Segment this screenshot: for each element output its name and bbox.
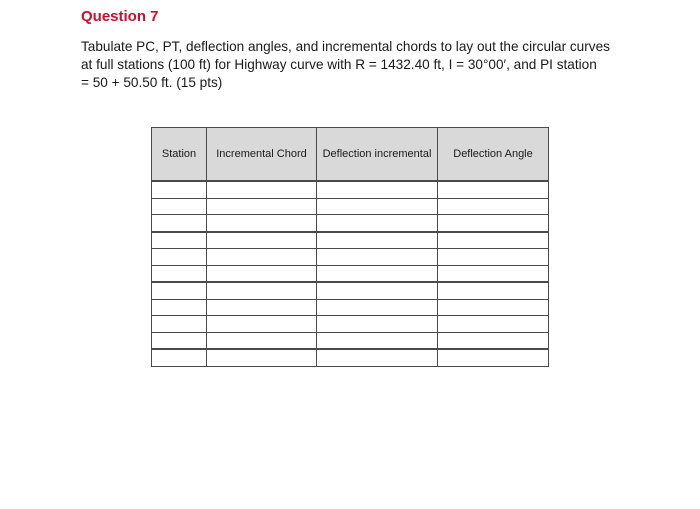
header-deflection-incremental: Deflection incremental [317, 128, 438, 182]
question-title: Question 7 [81, 8, 159, 25]
table-cell[interactable] [317, 316, 438, 333]
table-cell[interactable] [207, 249, 317, 266]
table-cell[interactable] [438, 198, 549, 215]
table-cell[interactable] [207, 332, 317, 349]
table-cell[interactable] [317, 349, 438, 366]
table-cell[interactable] [152, 349, 207, 366]
table-row [152, 249, 549, 266]
table-cell[interactable] [438, 349, 549, 366]
table-cell[interactable] [207, 265, 317, 282]
table-cell[interactable] [207, 282, 317, 299]
table-row [152, 232, 549, 249]
table-row [152, 265, 549, 282]
curve-layout-table [151, 127, 549, 367]
table-cell[interactable] [152, 299, 207, 316]
table-body [152, 181, 549, 366]
table-cell[interactable] [152, 249, 207, 266]
table-cell[interactable] [152, 232, 207, 249]
table-cell[interactable] [152, 282, 207, 299]
table-cell[interactable] [317, 215, 438, 232]
header-incremental-chord: Incremental Chord [207, 128, 317, 182]
table-cell[interactable] [152, 332, 207, 349]
table-cell[interactable] [317, 198, 438, 215]
table-row [152, 282, 549, 299]
question-text-line-3: = 50 + 50.50 ft. (15 pts) [81, 75, 223, 90]
header-station: Station [152, 128, 207, 182]
table-row [152, 181, 549, 198]
table-cell[interactable] [438, 215, 549, 232]
table-cell[interactable] [152, 181, 207, 198]
question-text-line-2: at full stations (100 ft) for Highway curve with R = 1432.40 ft, I = 30°00′, and PI station [81, 57, 597, 72]
table-cell[interactable] [317, 282, 438, 299]
table-cell[interactable] [317, 265, 438, 282]
table-cell[interactable] [207, 181, 317, 198]
table-cell[interactable] [438, 299, 549, 316]
table-cell[interactable] [152, 316, 207, 333]
table-cell[interactable] [317, 249, 438, 266]
question-text-line-1: Tabulate PC, PT, deflection angles, and incremental chords to lay out the circular curves [81, 39, 610, 54]
table-cell[interactable] [207, 198, 317, 215]
table-row [152, 198, 549, 215]
table-row [152, 349, 549, 366]
table-cell[interactable] [317, 181, 438, 198]
table-cell[interactable] [438, 232, 549, 249]
table-cell[interactable] [317, 299, 438, 316]
table-cell[interactable] [438, 181, 549, 198]
table-row [152, 332, 549, 349]
table-cell[interactable] [438, 282, 549, 299]
table-cell[interactable] [207, 316, 317, 333]
table-cell[interactable] [317, 232, 438, 249]
table-cell[interactable] [438, 249, 549, 266]
table-cell[interactable] [317, 332, 438, 349]
table-cell[interactable] [152, 198, 207, 215]
table-cell[interactable] [152, 265, 207, 282]
table-cell[interactable] [438, 265, 549, 282]
table-cell[interactable] [207, 215, 317, 232]
table-row [152, 215, 549, 232]
table-cell[interactable] [207, 349, 317, 366]
table-row [152, 299, 549, 316]
table-cell[interactable] [438, 332, 549, 349]
table-cell[interactable] [152, 215, 207, 232]
table-cell[interactable] [438, 316, 549, 333]
table-row [152, 316, 549, 333]
table-cell[interactable] [207, 299, 317, 316]
header-deflection-angle: Deflection Angle [438, 128, 549, 182]
question-text [81, 38, 641, 92]
table-cell[interactable] [207, 232, 317, 249]
table-header-row [152, 128, 549, 182]
